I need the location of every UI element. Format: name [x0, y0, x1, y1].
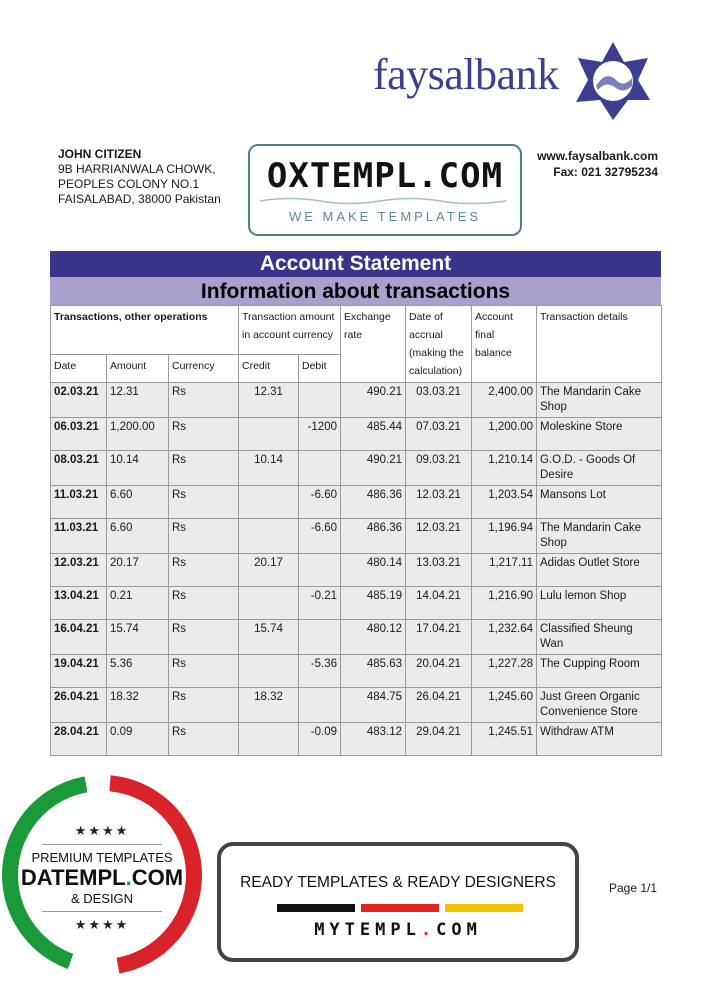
cell-details: Just Green Organic Convenience Store	[537, 688, 662, 723]
cell-balance: 1,210.14	[472, 451, 537, 486]
cell-rate: 480.14	[341, 554, 406, 587]
cell-debit	[299, 451, 341, 486]
cell-credit: 20.17	[239, 554, 299, 587]
cell-date: 06.03.21	[51, 418, 107, 451]
cell-date: 16.04.21	[51, 620, 107, 655]
seal-divider	[42, 844, 162, 845]
customer-name: JOHN CITIZEN	[58, 147, 142, 161]
cell-amount: 0.21	[107, 587, 169, 620]
cell-amount: 18.32	[107, 688, 169, 723]
cell-currency: Rs	[169, 688, 239, 723]
color-bar-black	[277, 904, 355, 912]
table-row	[51, 451, 662, 486]
ready-templates-box	[217, 842, 579, 962]
transactions-table	[50, 305, 662, 756]
cell-debit	[299, 688, 341, 723]
seal-brand-tld: COM	[131, 865, 184, 890]
cell-balance: 1,217.11	[472, 554, 537, 587]
cell-debit: -5.36	[299, 655, 341, 688]
cell-debit: -0.09	[299, 723, 341, 756]
cell-balance: 1,232.64	[472, 620, 537, 655]
cell-balance: 2,400.00	[472, 383, 537, 418]
address-line: PEOPLES COLONY NO.1	[58, 177, 200, 191]
seal-brand-name: DATEMPL	[20, 865, 126, 890]
cell-accrual: 12.03.21	[406, 519, 472, 554]
color-bars	[277, 904, 523, 912]
cell-debit	[299, 383, 341, 418]
stars-icon: ★★★★	[74, 917, 130, 932]
header-debit: Debit	[299, 355, 341, 383]
table-row	[51, 383, 662, 418]
cell-details: Classified Sheung Wan	[537, 620, 662, 655]
color-bar-yellow	[445, 904, 523, 912]
cell-credit: 10.14	[239, 451, 299, 486]
cell-debit	[299, 554, 341, 587]
cell-balance: 1,245.60	[472, 688, 537, 723]
seal-inner	[18, 791, 186, 959]
cell-balance: 1,200.00	[472, 418, 537, 451]
cell-details: Lulu lemon Shop	[537, 587, 662, 620]
address-line: 9B HARRIANWALA CHOWK,	[58, 162, 216, 176]
cell-rate: 485.44	[341, 418, 406, 451]
cell-details: Adidas Outlet Store	[537, 554, 662, 587]
cell-accrual: 13.03.21	[406, 554, 472, 587]
cell-details: The Cupping Room	[537, 655, 662, 688]
seal-brand	[18, 865, 186, 891]
bank-emblem-icon	[572, 40, 654, 122]
header-date: Date	[51, 355, 107, 383]
ready-brand-name: MYTEMPL	[314, 920, 421, 940]
header-exchange-rate: Exchange rate	[341, 306, 406, 383]
bank-logo-text: faysalbank	[373, 50, 559, 99]
cell-balance: 1,203.54	[472, 486, 537, 519]
header-details: Transaction details	[537, 306, 662, 383]
cell-details: Moleskine Store	[537, 418, 662, 451]
cell-date: 11.03.21	[51, 519, 107, 554]
cell-details: The Mandarin Cake Shop	[537, 519, 662, 554]
cell-date: 13.04.21	[51, 587, 107, 620]
cell-amount: 6.60	[107, 519, 169, 554]
cell-details: G.O.D. - Goods Of Desire	[537, 451, 662, 486]
cell-accrual: 12.03.21	[406, 486, 472, 519]
table-row	[51, 723, 662, 756]
cell-balance: 1,245.51	[472, 723, 537, 756]
cell-details: Mansons Lot	[537, 486, 662, 519]
cell-date: 19.04.21	[51, 655, 107, 688]
cell-currency: Rs	[169, 554, 239, 587]
seal-divider	[42, 911, 162, 912]
watermark-title: OXTEMPL.COM	[266, 156, 504, 196]
cell-accrual: 09.03.21	[406, 451, 472, 486]
cell-rate: 480.12	[341, 620, 406, 655]
cell-debit: -6.60	[299, 486, 341, 519]
table-row	[51, 418, 662, 451]
cell-credit	[239, 723, 299, 756]
cell-date: 12.03.21	[51, 554, 107, 587]
page-number: Page 1/1	[609, 881, 658, 895]
cell-details: The Mandarin Cake Shop	[537, 383, 662, 418]
header-credit: Credit	[239, 355, 299, 383]
table-row	[51, 587, 662, 620]
cell-balance: 1,196.94	[472, 519, 537, 554]
bank-website: www.faysalbank.com	[537, 149, 658, 163]
cell-amount: 12.31	[107, 383, 169, 418]
table-row	[51, 620, 662, 655]
ready-brand-tld: COM	[436, 920, 482, 940]
cell-credit	[239, 418, 299, 451]
bank-contact	[537, 148, 658, 180]
cell-rate: 483.12	[341, 723, 406, 756]
cell-accrual: 26.04.21	[406, 688, 472, 723]
cell-rate: 486.36	[341, 486, 406, 519]
cell-debit: -0.21	[299, 587, 341, 620]
cell-rate: 485.63	[341, 655, 406, 688]
cell-debit	[299, 620, 341, 655]
table-row	[51, 554, 662, 587]
table-row	[51, 486, 662, 519]
cell-details: Withdraw ATM	[537, 723, 662, 756]
cell-currency: Rs	[169, 383, 239, 418]
header-amount: Amount	[107, 355, 169, 383]
cell-credit: 12.31	[239, 383, 299, 418]
cell-debit: -6.60	[299, 519, 341, 554]
cell-currency: Rs	[169, 519, 239, 554]
cell-credit	[239, 587, 299, 620]
cell-accrual: 17.04.21	[406, 620, 472, 655]
stars-icon: ★★★★	[74, 823, 130, 838]
cell-amount: 1,200.00	[107, 418, 169, 451]
cell-credit: 15.74	[239, 620, 299, 655]
cell-amount: 15.74	[107, 620, 169, 655]
cell-rate: 485.19	[341, 587, 406, 620]
cell-rate: 486.36	[341, 519, 406, 554]
bank-fax: Fax: 021 32795234	[553, 165, 658, 179]
color-bar-red	[361, 904, 439, 912]
cell-rate: 484.75	[341, 688, 406, 723]
cell-rate: 490.21	[341, 451, 406, 486]
cell-accrual: 03.03.21	[406, 383, 472, 418]
cell-date: 08.03.21	[51, 451, 107, 486]
ready-brand-dot: .	[420, 920, 437, 940]
cell-credit	[239, 655, 299, 688]
header-amount-group: Transaction amount in account currency	[239, 306, 341, 355]
cell-rate: 490.21	[341, 383, 406, 418]
cell-currency: Rs	[169, 620, 239, 655]
cell-credit: 18.32	[239, 688, 299, 723]
statement-subtitle: Information about transactions	[50, 277, 661, 305]
wave-divider-icon	[260, 196, 506, 206]
seal-brand-dot: .	[125, 865, 132, 890]
cell-currency: Rs	[169, 655, 239, 688]
cell-currency: Rs	[169, 486, 239, 519]
cell-accrual: 14.04.21	[406, 587, 472, 620]
cell-amount: 6.60	[107, 486, 169, 519]
cell-amount: 10.14	[107, 451, 169, 486]
ready-brand	[221, 920, 575, 940]
cell-currency: Rs	[169, 418, 239, 451]
cell-credit	[239, 519, 299, 554]
watermark-box	[248, 144, 522, 236]
cell-accrual: 07.03.21	[406, 418, 472, 451]
cell-accrual: 29.04.21	[406, 723, 472, 756]
header-final-balance: Account final balance	[472, 306, 537, 383]
customer-address	[58, 147, 221, 207]
cell-date: 11.03.21	[51, 486, 107, 519]
cell-amount: 20.17	[107, 554, 169, 587]
cell-currency: Rs	[169, 587, 239, 620]
statement-title: Account Statement	[50, 251, 661, 277]
header-currency: Currency	[169, 355, 239, 383]
premium-templates-seal	[2, 775, 202, 975]
cell-currency: Rs	[169, 451, 239, 486]
cell-accrual: 20.04.21	[406, 655, 472, 688]
seal-line-premium: PREMIUM TEMPLATES	[31, 850, 173, 865]
header-accrual-date: Date of accrual (making the calculation)	[406, 306, 472, 383]
seal-line-design: & DESIGN	[70, 891, 134, 906]
cell-amount: 0.09	[107, 723, 169, 756]
cell-date: 26.04.21	[51, 688, 107, 723]
cell-balance: 1,227.28	[472, 655, 537, 688]
cell-credit	[239, 486, 299, 519]
ready-title: READY TEMPLATES & READY DESIGNERS	[240, 874, 556, 891]
table-row	[51, 519, 662, 554]
cell-balance: 1,216.90	[472, 587, 537, 620]
watermark-subtitle: WE MAKE TEMPLATES	[288, 209, 482, 224]
address-line: FAISALABAD, 38000 Pakistan	[58, 192, 221, 206]
cell-currency: Rs	[169, 723, 239, 756]
cell-date: 28.04.21	[51, 723, 107, 756]
table-row	[51, 688, 662, 723]
table-row	[51, 655, 662, 688]
header-operations: Transactions, other operations	[51, 306, 239, 355]
cell-debit: -1200	[299, 418, 341, 451]
cell-amount: 5.36	[107, 655, 169, 688]
cell-date: 02.03.21	[51, 383, 107, 418]
